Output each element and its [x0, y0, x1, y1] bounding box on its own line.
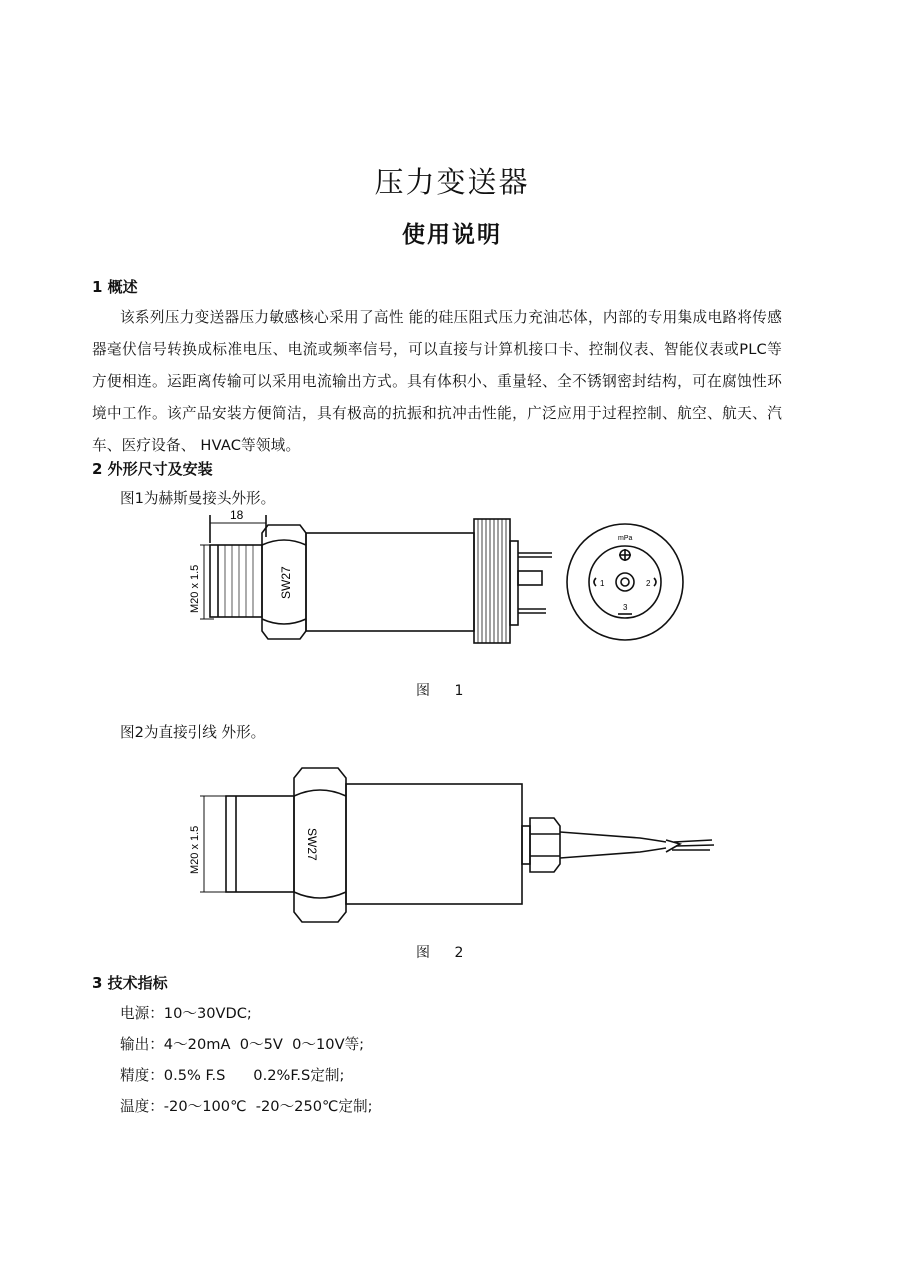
figure-1-end-view: [562, 518, 692, 648]
page-title: 压力变送器: [374, 165, 530, 199]
fig1-pin-top-label: mPa: [618, 535, 633, 542]
section-3-heading: 3 技术指标: [92, 974, 168, 992]
fig1-pin-1-label: 1: [600, 579, 605, 588]
figure-1-side-view: [180, 505, 560, 655]
figure-2-caption: 图 2: [416, 945, 474, 961]
page-subtitle: 使用说明: [402, 222, 502, 248]
fig1-wrench-label: SW27: [279, 566, 293, 599]
spec-temperature: 温度：-20～100℃ -20～250℃定制;: [120, 1098, 373, 1115]
figure-1-intro: 图1为赫斯曼接头外形。: [120, 490, 276, 507]
fig1-pin-2-label: 2: [646, 579, 651, 588]
figure-1-caption: 图 1: [416, 683, 474, 699]
section-1-paragraph: 该系列压力变送器压力敏感核心采用了高性 能的硅压阻式压力充油芯体，内部的专用集成电路将传感器毫伏信号转换成标准电压、电流或频率信号，可以直接与计算机接口卡、控制仪表、智能仪表或PLC等方便相连。运距离传输可以采用电流输出方式。具有体积小、重量轻、全不锈钢密封结构，可在腐蚀性环境中工作。该产品安装方便简洁，具有极高的抗振和抗冲击性能，广泛应用于过程控制、航空、航天、汽车、医疗设备、 HVAC等领域。: [92, 309, 782, 454]
spec-accuracy: 精度：0.5% F.S 0.2%F.S定制;: [120, 1067, 345, 1084]
section-1-heading: 1 概述: [92, 278, 138, 296]
fig1-pin-3-label: 3: [623, 603, 628, 612]
fig1-dim-length: 18: [230, 508, 244, 522]
fig1-thread-label: M20 x 1.5: [189, 564, 201, 613]
section-2-heading: 2 外形尺寸及安装: [92, 460, 213, 478]
figure-2-side-view: [180, 762, 720, 932]
spec-output: 输出：4～20mA 0～5V 0～10V等;: [120, 1036, 365, 1053]
spec-power: 电源：10～30VDC;: [120, 1005, 252, 1022]
fig2-thread-label: M20 x 1.5: [189, 825, 201, 874]
fig2-wrench-label: SW27: [305, 828, 319, 861]
figure-2-intro: 图2为直接引线 外形。: [120, 724, 266, 741]
